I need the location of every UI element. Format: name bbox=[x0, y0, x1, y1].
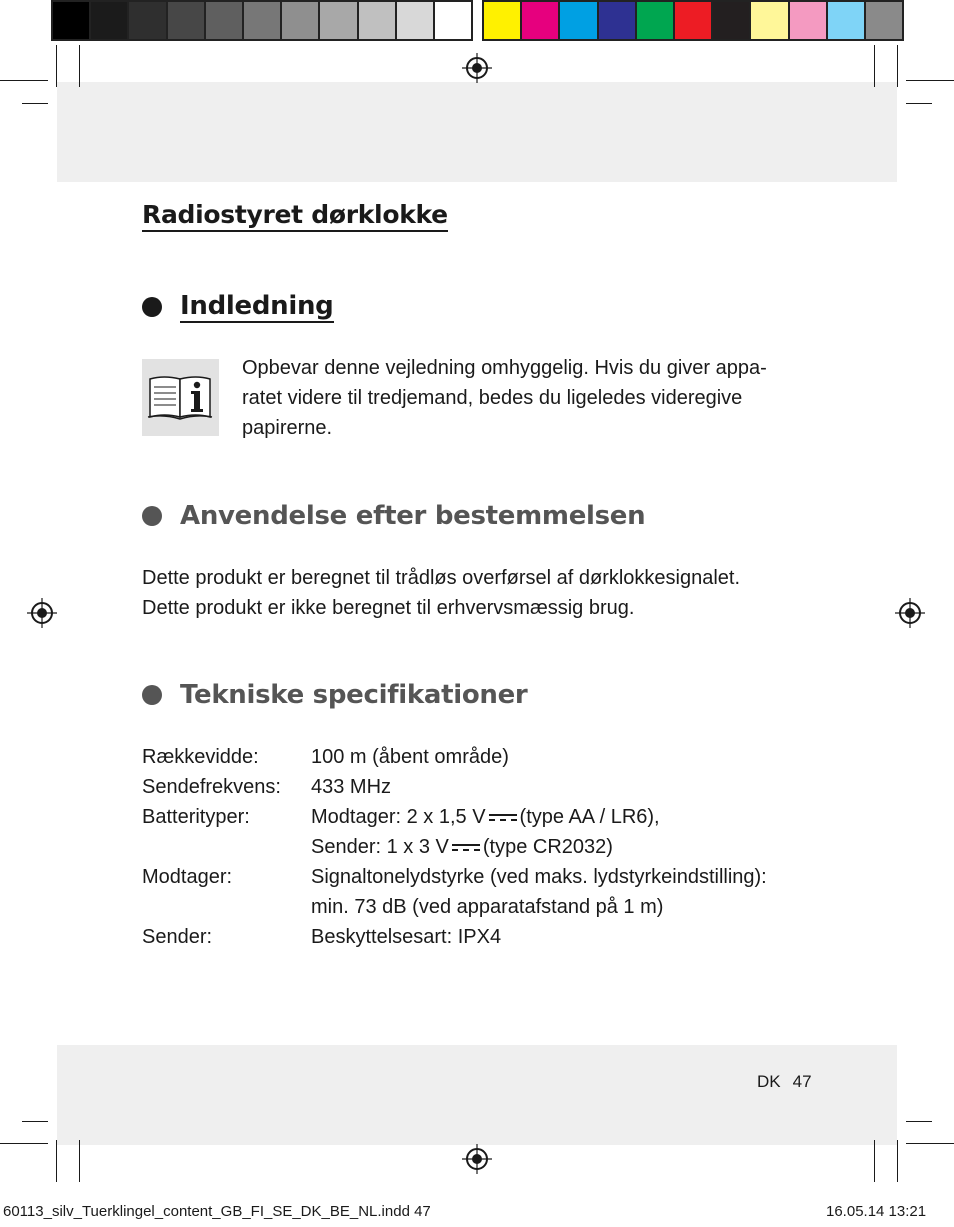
registration-mark-icon bbox=[461, 52, 493, 84]
spec-value bbox=[311, 802, 767, 832]
text-line: ratet videre til tredjemand, bedes du ligeledes videregive bbox=[242, 387, 743, 409]
info-book-icon bbox=[142, 359, 219, 436]
spec-value: 433 MHz bbox=[311, 776, 392, 798]
spec-row bbox=[142, 832, 767, 862]
spec-value: min. 73 dB (ved apparatafstand på 1 m) bbox=[311, 896, 664, 918]
slug-date: 16.05.14 13:21 bbox=[826, 1203, 927, 1220]
gray-swatch bbox=[244, 2, 280, 39]
color-swatch bbox=[675, 2, 711, 39]
section-title: Indledning bbox=[180, 291, 334, 321]
gray-swatch bbox=[206, 2, 242, 39]
color-swatch bbox=[599, 2, 635, 39]
spec-value: Signaltonelydstyrke (ved maks. lydstyrkeindstilling): bbox=[311, 866, 767, 888]
process-color-bar bbox=[482, 0, 904, 41]
spec-row bbox=[142, 772, 767, 802]
dc-symbol-icon bbox=[489, 813, 517, 823]
dc-symbol-icon bbox=[452, 843, 480, 853]
spec-value-text: (type AA / LR6), bbox=[519, 806, 660, 828]
intro-paragraph bbox=[242, 353, 767, 443]
gray-swatch bbox=[397, 2, 433, 39]
usage-paragraph bbox=[142, 563, 740, 623]
section-heading-usage bbox=[142, 501, 645, 531]
page-title: Radiostyret dørklokke bbox=[142, 200, 448, 232]
gray-swatch bbox=[320, 2, 356, 39]
section-title: Tekniske specifikationer bbox=[180, 680, 528, 710]
spec-label: Modtager: bbox=[142, 866, 233, 888]
gray-swatch bbox=[91, 2, 127, 39]
page-number bbox=[757, 1072, 812, 1092]
color-swatch bbox=[637, 2, 673, 39]
registration-mark-icon bbox=[461, 1143, 493, 1175]
spec-label: Rækkevidde: bbox=[142, 746, 259, 768]
section-heading-intro bbox=[142, 291, 334, 323]
spec-value-text: (type CR2032) bbox=[482, 836, 613, 858]
spec-row bbox=[142, 742, 767, 772]
color-swatch bbox=[484, 2, 520, 39]
color-swatch bbox=[560, 2, 596, 39]
spec-label bbox=[142, 892, 311, 922]
color-swatch bbox=[751, 2, 787, 39]
gray-swatch bbox=[129, 2, 165, 39]
gray-swatch bbox=[435, 2, 471, 39]
color-swatch bbox=[522, 2, 558, 39]
bullet-icon bbox=[142, 297, 162, 317]
spec-value-text: Modtager: 2 x 1,5 V bbox=[311, 806, 486, 828]
registration-mark-icon bbox=[894, 597, 926, 629]
color-swatch bbox=[866, 2, 902, 39]
color-swatch bbox=[828, 2, 864, 39]
footer-band bbox=[57, 1045, 897, 1145]
spec-label bbox=[142, 832, 311, 862]
spec-row bbox=[142, 892, 767, 922]
text-line: papirerne. bbox=[242, 417, 333, 439]
spec-row bbox=[142, 922, 767, 952]
language-code: DK bbox=[757, 1072, 781, 1091]
bullet-icon bbox=[142, 506, 162, 526]
color-swatch bbox=[790, 2, 826, 39]
spec-value: 100 m (åbent område) bbox=[311, 746, 509, 768]
gray-swatch bbox=[168, 2, 204, 39]
section-title: Anvendelse efter bestemmelsen bbox=[180, 501, 646, 531]
bullet-icon bbox=[142, 685, 162, 705]
text-line: Opbevar denne vejledning omhyggelig. Hvis du giver appa- bbox=[242, 357, 767, 379]
spec-value: Beskyttelsesart: IPX4 bbox=[311, 926, 502, 948]
spec-label: Batterityper: bbox=[142, 806, 250, 828]
spec-table bbox=[142, 742, 767, 952]
color-swatch bbox=[713, 2, 749, 39]
gray-swatch bbox=[53, 2, 89, 39]
spec-row bbox=[142, 862, 767, 892]
registration-mark-icon bbox=[26, 597, 58, 629]
text-line: Dette produkt er beregnet til trådløs overførsel af dørklokkesignalet. bbox=[142, 567, 741, 589]
section-heading-specs bbox=[142, 680, 527, 710]
slug-filename: 60113_silv_Tuerklingel_content_GB_FI_SE_DK_BE_NL.indd 47 bbox=[3, 1203, 431, 1220]
spec-value-text: Sender: 1 x 3 V bbox=[311, 836, 449, 858]
gray-swatch bbox=[359, 2, 395, 39]
grayscale-color-bar bbox=[51, 0, 473, 41]
spec-label: Sender: bbox=[142, 926, 213, 948]
spec-row bbox=[142, 802, 767, 832]
spec-value bbox=[311, 832, 767, 862]
gray-swatch bbox=[282, 2, 318, 39]
page-number-value: 47 bbox=[792, 1072, 812, 1091]
text-line: Dette produkt er ikke beregnet til erhvervsmæssig brug. bbox=[142, 597, 635, 619]
header-band bbox=[57, 82, 897, 182]
spec-label: Sendefrekvens: bbox=[142, 776, 281, 798]
